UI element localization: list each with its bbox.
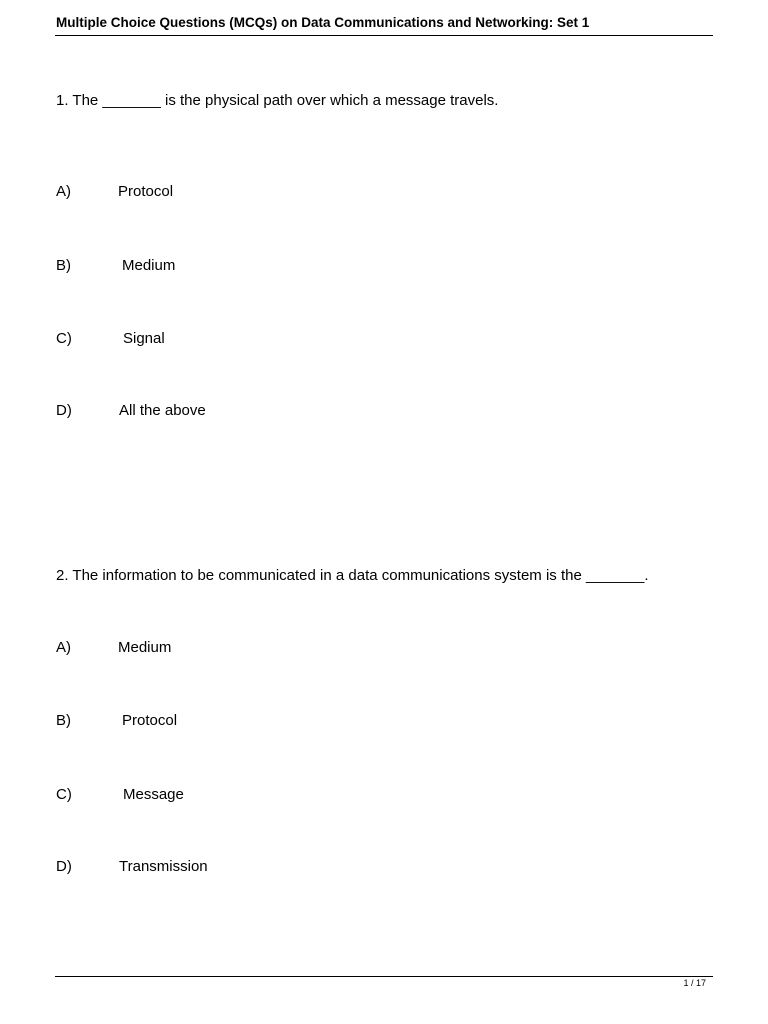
option-letter: B) (56, 257, 71, 274)
option-text: Protocol (122, 712, 178, 729)
option-text: Medium (122, 257, 176, 274)
question-2-text: 2. The information to be communicated in a data communications system is the _______. (56, 567, 649, 584)
footer-divider (55, 976, 713, 977)
option-letter: A) (56, 639, 71, 656)
option-letter: A) (56, 183, 71, 200)
option-letter: C) (56, 786, 72, 803)
option-text: Signal (123, 330, 165, 347)
question-1-text: 1. The _______ is the physical path over which a message travels. (56, 92, 499, 109)
option-text: Message (123, 786, 184, 803)
header-divider (55, 35, 713, 36)
option-text: All the above (119, 402, 206, 419)
option-text: Medium (118, 639, 172, 656)
document-header-title: Multiple Choice Questions (MCQs) on Data Communications and Networking: Set 1 (56, 15, 590, 30)
page-number: 1 / 17 (683, 978, 706, 988)
option-letter: D) (56, 402, 72, 419)
option-letter: C) (56, 330, 72, 347)
option-text: Transmission (119, 858, 208, 875)
option-letter: B) (56, 712, 71, 729)
option-letter: D) (56, 858, 72, 875)
option-text: Protocol (118, 183, 174, 200)
